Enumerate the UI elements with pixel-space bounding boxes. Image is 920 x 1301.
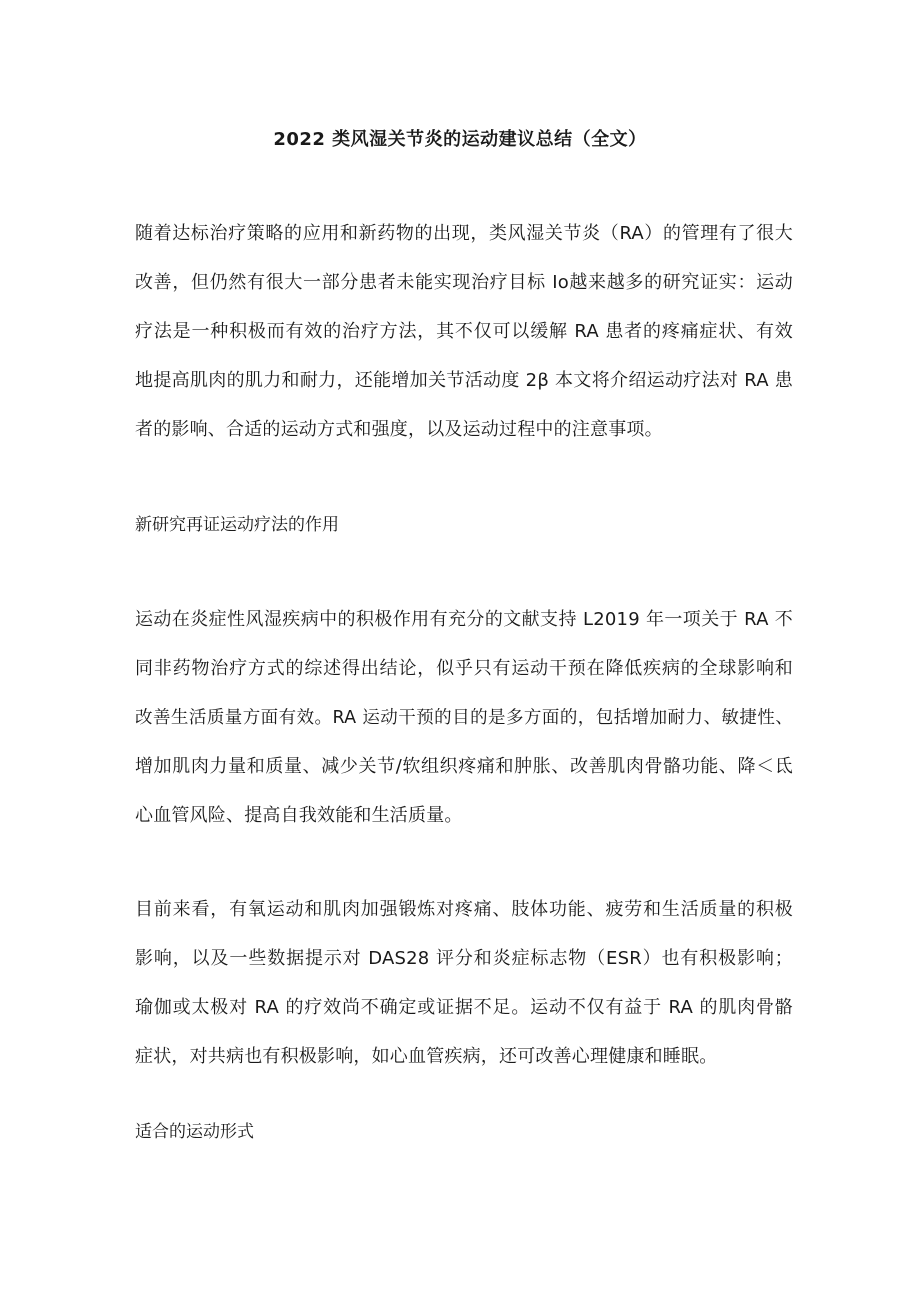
paragraph-line: 目前来看，有氧运动和肌肉加强锻炼对疼痛、肢体功能、疲劳和生活质量的积极 [135, 899, 793, 920]
paragraph-line: 影响，以及一些数据提示对 DAS28 评分和炎症标志物（ESR）也有积极影响； [135, 948, 793, 969]
document-title: 2022 类风湿关节炎的运动建议总结（全文） [273, 129, 647, 150]
paragraph-line: 随着达标治疗策略的应用和新药物的出现，类风湿关节炎（RA）的管理有了很大 [135, 223, 793, 244]
paragraph-line: 改善生活质量方面有效。RA 运动干预的目的是多方面的，包括增加耐力、敏捷性、 [135, 708, 793, 728]
paragraph-line: 者的影响、合适的运动方式和强度，以及运动过程中的注意事项。 [135, 419, 663, 440]
section-heading-research: 新研究再证运动疗法的作用 [135, 515, 339, 535]
paragraph-line: 改善，但仍然有很大一部分患者未能实现治疗目标 Io越来越多的研究证实：运动 [135, 272, 793, 293]
section1-paragraph-2 [135, 898, 793, 1069]
paragraph-line: 心血管风险、提高自我效能和生活质量。 [135, 805, 463, 826]
paragraph-line: 地提高肌肉的肌力和耐力，还能增加关节活动度 2β 本文将介绍运动疗法对 RA 患 [135, 370, 793, 391]
intro-paragraph [135, 222, 793, 442]
paragraph-line: 同非药物治疗方式的综述得出结论，似乎只有运动干预在降低疾病的全球影响和 [135, 658, 793, 679]
paragraph-line: 增加肌肉力量和质量、减少关节/软组织疼痛和肿胀、改善肌肉骨骼功能、降＜氐 [135, 756, 793, 777]
section-heading-exercise-forms: 适合的运动形式 [135, 1122, 254, 1142]
paragraph-line: 运动在炎症性风湿疾病中的积极作用有充分的文献支持 L2019 年一项关于 RA 不 [135, 609, 793, 630]
section1-paragraph-1 [135, 608, 793, 828]
paragraph-line: 症状，对共病也有积极影响，如心血管疾病，还可改善心理健康和睡眠。 [135, 1046, 718, 1067]
paragraph-line: 瑜伽或太极对 RA 的疗效尚不确定或证据不足。运动不仅有益于 RA 的肌肉骨骼 [135, 997, 793, 1018]
paragraph-line: 疗法是一种积极而有效的治疗方法，其不仅可以缓解 RA 患者的疼痛症状、有效 [135, 321, 793, 342]
